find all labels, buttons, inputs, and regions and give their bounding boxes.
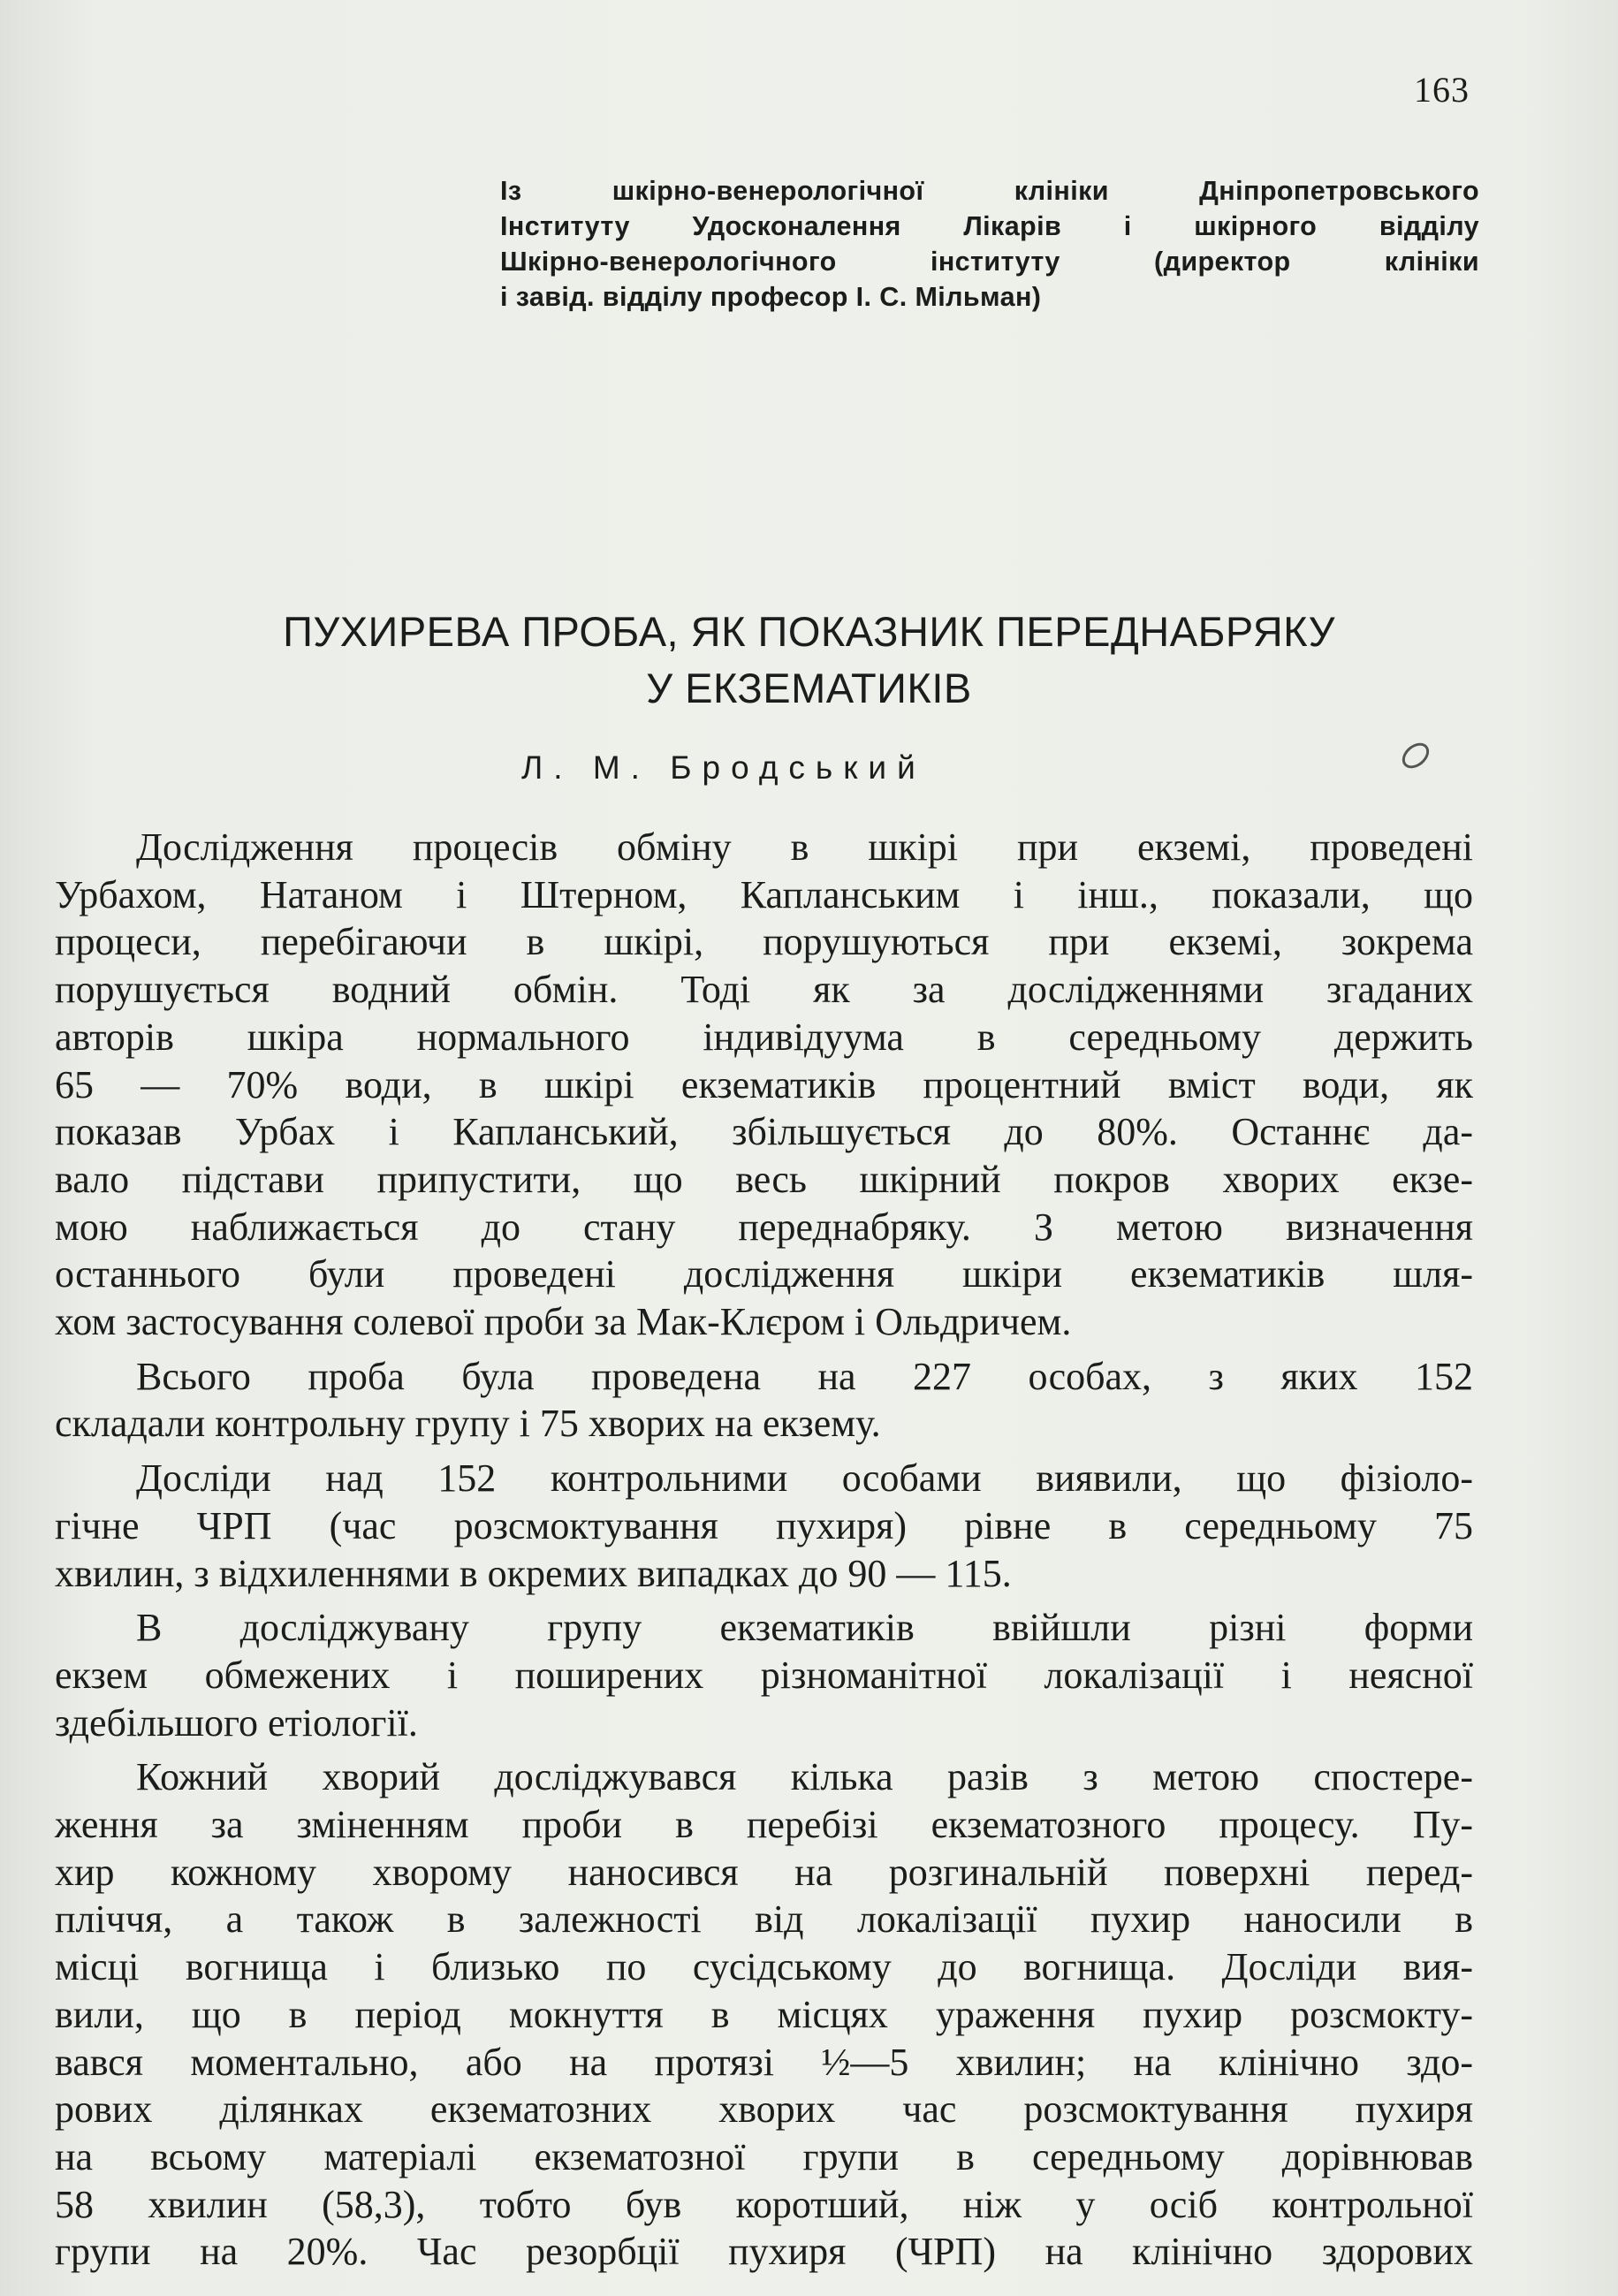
affiliation-line: Шкірно-венерологічного інституту (директор клініки [500, 247, 1479, 277]
text-line: останнього були проведені дослідження шкіри екзематиків шля- [55, 1252, 1473, 1296]
text-line: хир кожному хворому наносився на розгинальній поверхні перед- [55, 1850, 1473, 1894]
text-line: хом застосування солевої проби за Мак-Клєром і Ольдричем. [55, 1300, 1072, 1344]
text-line: Дослідження процесів обміну в шкірі при екземі, проведені [136, 825, 1473, 869]
ink-smudge [1397, 738, 1433, 773]
affiliation-line: Інституту Удосконалення Лікарів і шкірного відділу [500, 211, 1479, 241]
affiliation-block [500, 173, 1479, 315]
paragraph-4 [55, 1604, 1473, 1746]
text-line: Урбахом, Натаном і Штерном, Капланським і інш., показали, що [55, 872, 1473, 916]
text-line: 58 хвилин (58,3), тобто був коротший, ніж у осіб контрольної [55, 2182, 1473, 2226]
text-line: рових ділянках екзематозних хворих час розсмоктування пухиря [55, 2087, 1473, 2132]
text-line: місці вогнища і близько по сусідському до вогнища. Досліди вия- [55, 1945, 1473, 1989]
text-line: хвилин, з відхиленнями в окремих випадках до 90 — 115. [55, 1551, 1012, 1595]
text-line: вало підстави припустити, що весь шкірний покров хворих екзе- [55, 1157, 1473, 1201]
title-line-1: ПУХИРЕВА ПРОБА, ЯК ПОКАЗНИК ПЕРЕДНАБРЯКУ [283, 608, 1335, 655]
text-line: вався моментально, або на протязі ½—5 хвилин; на клінічно здо- [55, 2040, 1473, 2084]
text-line: показав Урбах і Капланський, збільшується до 80%. Останнє да- [55, 1110, 1473, 1154]
text-line: Кожний хворий досліджувався кілька разів з метою спостере- [136, 1755, 1473, 1799]
text-line: вили, що в період мокнуття в місцях ураження пухир розсмокту- [55, 1992, 1473, 2036]
author-name: Л. М. Бродський [521, 749, 926, 786]
paragraph-1 [55, 824, 1473, 1346]
page-number: 163 [1414, 70, 1470, 110]
text-line: авторів шкіра нормального індивідуума в середньому держить [55, 1015, 1473, 1059]
title-line-2: У ЕКЗЕМАТИКІВ [646, 665, 972, 711]
text-line: складали контрольну групу і 75 хворих на екзему. [55, 1402, 881, 1446]
article-title [53, 604, 1565, 717]
text-line: гічне ЧРП (час розсмоктування пухиря) рівне в середньому 75 [55, 1503, 1473, 1547]
paragraph-3 [55, 1455, 1473, 1597]
text-line: Досліди над 152 контрольними особами виявили, що фізіоло- [136, 1456, 1473, 1501]
affiliation-line: і завід. відділу професор І. С. Мільман) [500, 282, 1042, 312]
text-line: 65 — 70% води, в шкірі екзематиків процентний вміст води, як [55, 1062, 1473, 1106]
text-line: процеси, перебігаючи в шкірі, порушуються при екземі, зокрема [55, 920, 1473, 964]
text-line: пліччя, а також в залежності від локалізації пухир наносили в [55, 1897, 1473, 1942]
paragraph-5 [55, 1753, 1473, 2276]
text-line: на всьому матеріалі екзематозної групи в середньому дорівнював [55, 2134, 1473, 2178]
text-line: екзем обмежених і поширених різноманітної локалізації і неясної [55, 1653, 1473, 1697]
text-line: Всього проба була проведена на 227 особах, з яких 152 [136, 1354, 1473, 1398]
affiliation-line: Із шкірно-венерологічної клініки Дніпропетровського [500, 176, 1479, 206]
text-line: порушується водний обмін. Тоді як за дослідженнями згаданих [55, 968, 1473, 1012]
text-line: мою наближається до стану переднабряку. З метою визначення [55, 1205, 1473, 1249]
text-line: здебільшого етіології. [55, 1700, 418, 1745]
paragraph-2 [55, 1353, 1473, 1448]
article-body [55, 824, 1473, 2283]
text-line: групи на 20%. Час резорбції пухиря (ЧРП) на клінічно здорових [55, 2230, 1473, 2274]
text-line: ження за зміненням проби в перебізі екзематозного процесу. Пу- [55, 1803, 1473, 1847]
text-line: В досліджувану групу екзематиків ввійшли різні форми [136, 1606, 1473, 1650]
